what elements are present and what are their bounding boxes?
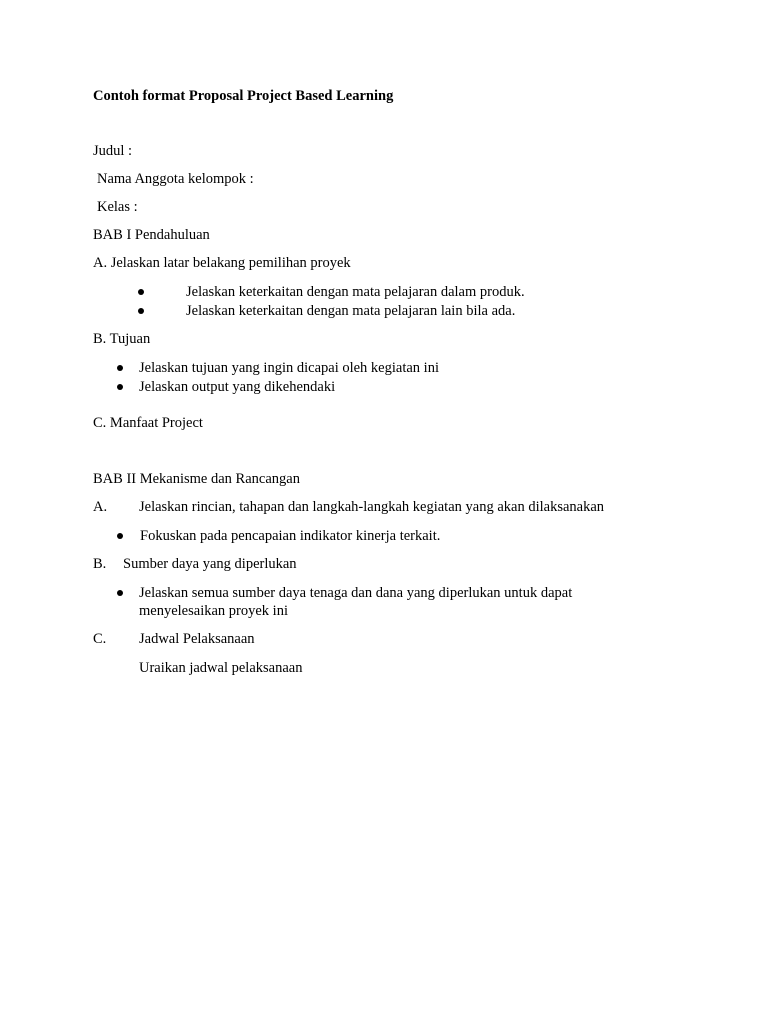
field-kelas: Kelas : <box>97 199 138 215</box>
bab2-b-bullet-line-2: menyelesaikan proyek ini <box>139 603 288 619</box>
bab2-c-detail: Uraikan jadwal pelaksanaan <box>139 660 303 676</box>
bab1-b-bullet-1: Jelaskan tujuan yang ingin dicapai oleh kegiatan ini <box>139 360 439 376</box>
bab1-section-a: A. Jelaskan latar belakang pemilihan proyek <box>93 255 351 271</box>
bab2-b-letter: B. <box>93 556 107 572</box>
bullet-icon <box>138 308 144 314</box>
bab1-section-b: B. Tujuan <box>93 331 151 347</box>
bullet-icon <box>117 384 123 390</box>
bullet-icon <box>138 289 144 295</box>
bab2-b-bullet-line-1: Jelaskan semua sumber daya tenaga dan dana yang diperlukan untuk dapat <box>139 585 573 601</box>
field-nama-anggota: Nama Anggota kelompok : <box>97 171 254 187</box>
bullet-icon <box>117 590 123 596</box>
bab1-heading: BAB I Pendahuluan <box>93 227 210 243</box>
bab2-a-bullet-1: Fokuskan pada pencapaian indikator kinerja terkait. <box>140 528 441 544</box>
bab2-a-text: Jelaskan rincian, tahapan dan langkah-langkah kegiatan yang akan dilaksanakan <box>139 499 605 515</box>
bab1-a-bullet-2: Jelaskan keterkaitan dengan mata pelajaran lain bila ada. <box>186 303 516 319</box>
field-judul: Judul : <box>93 143 133 159</box>
bab2-c-letter: C. <box>93 631 107 647</box>
bab1-a-bullet-1: Jelaskan keterkaitan dengan mata pelajaran dalam produk. <box>186 284 525 300</box>
document-title: Contoh format Proposal Project Based Learning <box>93 88 394 104</box>
bab1-b-bullet-2: Jelaskan output yang dikehendaki <box>139 379 336 395</box>
bab2-b-text: Sumber daya yang diperlukan <box>123 556 297 572</box>
bullet-icon <box>117 365 123 371</box>
bab1-section-c: C. Manfaat Project <box>93 415 203 431</box>
bullet-icon <box>117 533 123 539</box>
bab2-heading: BAB II Mekanisme dan Rancangan <box>93 471 300 487</box>
bab2-a-letter: A. <box>93 499 108 515</box>
bab2-c-text: Jadwal Pelaksanaan <box>139 631 255 647</box>
